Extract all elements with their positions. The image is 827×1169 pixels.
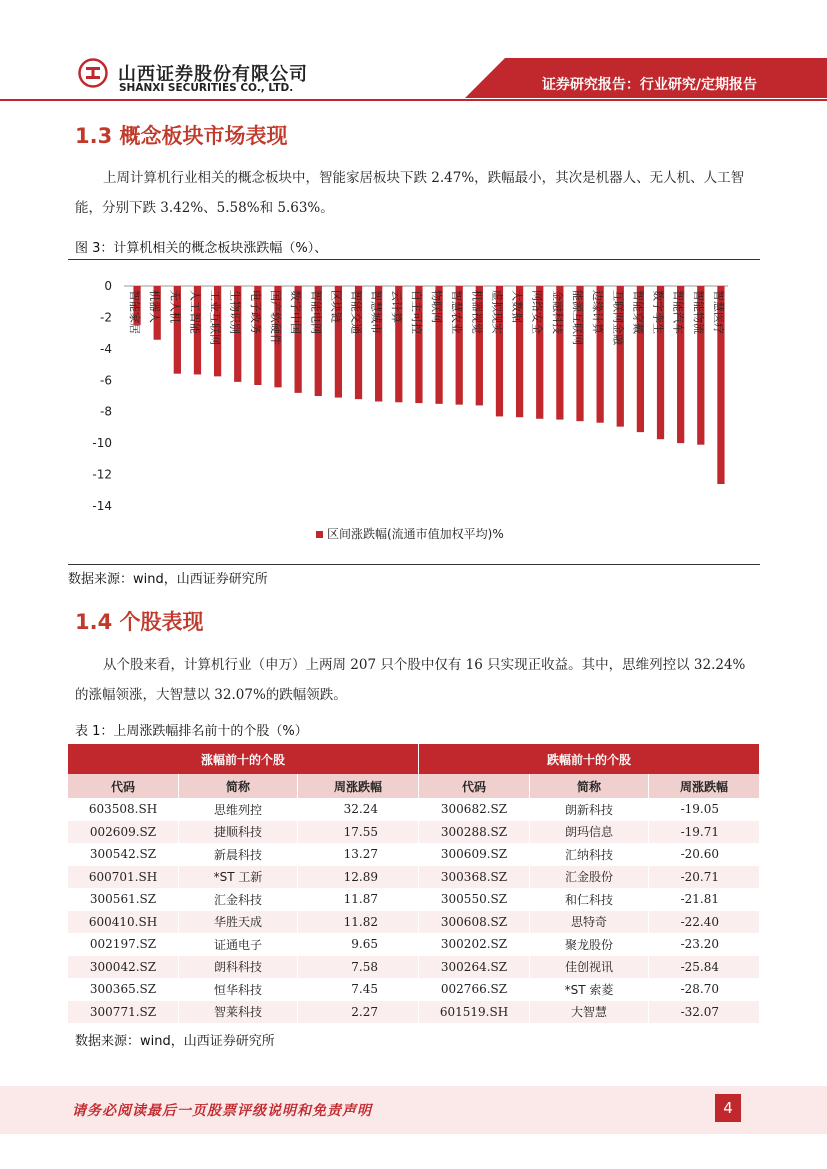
stock-name-cell: 汇金科技 bbox=[179, 888, 298, 911]
figure-3-caption: 图 3：计算机相关的概念板块涨跌幅（%）、 bbox=[75, 241, 328, 256]
category-label: 大数据 bbox=[510, 290, 524, 323]
stock-name-cell: 和仁科技 bbox=[530, 888, 649, 911]
weekly-change-cell: -20.60 bbox=[649, 843, 760, 866]
weekly-change-cell: 13.27 bbox=[298, 843, 419, 866]
table-row bbox=[68, 888, 760, 911]
section-1-3-paragraph: 上周计算机行业相关的概念板块中，智能家居板块下跌 2.47%，跌幅最小，其次是机器人、无人机、人工智能，分别下跌 3.42%、5.58%和 5.63%。 bbox=[75, 170, 745, 216]
page-number: 4 bbox=[715, 1094, 741, 1122]
y-tick-label: -8 bbox=[100, 404, 112, 419]
category-label: 数字中国 bbox=[289, 290, 303, 334]
stock-code-cell: 300264.SZ bbox=[419, 956, 530, 979]
footer-disclaimer: 请务必阅读最后一页股票评级说明和免责声明 bbox=[72, 1103, 372, 1119]
table-row bbox=[68, 821, 760, 844]
category-label: 智慧农业 bbox=[450, 290, 464, 334]
category-label: 智能穿戴 bbox=[631, 290, 645, 334]
stock-code-cell: 002766.SZ bbox=[419, 978, 530, 1001]
stock-name-cell: 新晨科技 bbox=[179, 843, 298, 866]
legend-swatch bbox=[316, 531, 323, 538]
weekly-change-cell: 9.65 bbox=[298, 933, 419, 956]
y-tick-label: -2 bbox=[100, 310, 112, 325]
gainers-group-header: 涨幅前十的个股 bbox=[68, 744, 419, 774]
weekly-change-cell: 7.45 bbox=[298, 978, 419, 1001]
weekly-change-cell: 32.24 bbox=[298, 798, 419, 821]
category-label: 智慧城市 bbox=[369, 290, 383, 334]
y-tick-label: -6 bbox=[100, 373, 112, 388]
company-logo-icon bbox=[78, 58, 108, 88]
weekly-change-cell: -28.70 bbox=[649, 978, 760, 1001]
stock-name-cell: 朗新科技 bbox=[530, 798, 649, 821]
stock-name-cell: 汇金股份 bbox=[530, 866, 649, 889]
legend-label: 区间涨跌幅(流通市值加权平均)% bbox=[327, 527, 504, 541]
stock-code-cell: 300368.SZ bbox=[419, 866, 530, 889]
weekly-change-cell: 11.82 bbox=[298, 911, 419, 934]
y-tick-label: 0 bbox=[104, 279, 112, 293]
category-label: 自主可控 bbox=[409, 290, 423, 334]
weekly-change-cell: -19.05 bbox=[649, 798, 760, 821]
weekly-change-cell: 17.55 bbox=[298, 821, 419, 844]
stock-code-cell: 300365.SZ bbox=[68, 978, 179, 1001]
stock-code-cell: 300202.SZ bbox=[419, 933, 530, 956]
category-label: 云计算 bbox=[389, 290, 403, 323]
table-row bbox=[68, 933, 760, 956]
table-1-source: 数据来源：wind，山西证券研究所 bbox=[75, 1034, 275, 1049]
weekly-change-cell: -22.40 bbox=[649, 911, 760, 934]
weekly-change-cell: -23.20 bbox=[649, 933, 760, 956]
figure-3-source: 数据来源：wind，山西证券研究所 bbox=[68, 572, 268, 587]
stock-code-cell: 603508.SH bbox=[68, 798, 179, 821]
stock-name-cell: 聚龙股份 bbox=[530, 933, 649, 956]
table-row bbox=[68, 798, 760, 821]
column-header: 简称 bbox=[179, 774, 298, 798]
company-name-en: SHANXI SECURITIES CO., LTD. bbox=[119, 82, 294, 94]
stock-code-cell: 300042.SZ bbox=[68, 956, 179, 979]
stock-name-cell: 捷顺科技 bbox=[179, 821, 298, 844]
stock-name-cell: 智莱科技 bbox=[179, 1001, 298, 1024]
table-row bbox=[68, 978, 760, 1001]
stock-code-cell: 600410.SH bbox=[68, 911, 179, 934]
stock-code-cell: 300682.SZ bbox=[419, 798, 530, 821]
stock-name-cell: 佳创视讯 bbox=[530, 956, 649, 979]
category-label: 智能电网 bbox=[309, 290, 323, 334]
stock-code-cell: 300550.SZ bbox=[419, 888, 530, 911]
category-label: 物联网 bbox=[430, 290, 444, 323]
chart-legend bbox=[316, 526, 504, 541]
section-title-1-3: 1.3 概念板块市场表现 bbox=[75, 124, 288, 148]
category-label: 无人机 bbox=[168, 290, 182, 323]
stock-name-cell: 思特奇 bbox=[530, 911, 649, 934]
stock-code-cell: 300609.SZ bbox=[419, 843, 530, 866]
category-label: 工业互联网 bbox=[208, 290, 222, 345]
stock-code-cell: 300608.SZ bbox=[419, 911, 530, 934]
losers-group-header: 跌幅前十的个股 bbox=[419, 744, 760, 774]
category-label: 国产软硬件 bbox=[269, 290, 282, 345]
weekly-change-cell: -19.71 bbox=[649, 821, 760, 844]
table-row bbox=[68, 1001, 760, 1024]
column-header: 周涨跌幅 bbox=[649, 774, 760, 798]
company-name-cn: 山西证券股份有限公司 bbox=[118, 64, 308, 85]
table-row bbox=[68, 911, 760, 934]
stock-name-cell: 朗科科技 bbox=[179, 956, 298, 979]
category-label: 边缘计算 bbox=[591, 290, 605, 334]
category-label: 电子政务 bbox=[248, 290, 262, 334]
section-1-4-paragraph: 从个股来看，计算机行业（申万）上两周 207 只个股中仅有 16 只实现正收益。其中，思维列控以 32.24%的涨幅领涨，大智慧以 32.07%的跌幅领跌。 bbox=[75, 657, 746, 703]
column-header: 周涨跌幅 bbox=[298, 774, 419, 798]
top-movers-table bbox=[68, 744, 760, 1023]
column-header: 简称 bbox=[530, 774, 649, 798]
stock-name-cell: 恒华科技 bbox=[179, 978, 298, 1001]
table-body bbox=[68, 798, 760, 1023]
table-row bbox=[68, 843, 760, 866]
stock-code-cell: 601519.SH bbox=[419, 1001, 530, 1024]
stock-name-cell: *ST 工新 bbox=[179, 866, 298, 889]
stock-name-cell: 汇纳科技 bbox=[530, 843, 649, 866]
figure-top-rule bbox=[68, 259, 760, 260]
category-label: 能源互联网 bbox=[571, 290, 584, 345]
page-header bbox=[0, 0, 827, 105]
stock-name-cell: *ST 索菱 bbox=[530, 978, 649, 1001]
figure-bottom-rule bbox=[68, 564, 760, 565]
stock-name-cell: 思维列控 bbox=[179, 798, 298, 821]
weekly-change-cell: 12.89 bbox=[298, 866, 419, 889]
category-label: 智能汽车 bbox=[671, 290, 685, 334]
weekly-change-cell: -25.84 bbox=[649, 956, 760, 979]
stock-name-cell: 朗玛信息 bbox=[530, 821, 649, 844]
category-label: 数字孪生 bbox=[651, 290, 665, 334]
chart-category-labels bbox=[128, 290, 726, 346]
category-label: 智能家居 bbox=[128, 290, 142, 334]
weekly-change-cell: -32.07 bbox=[649, 1001, 760, 1024]
weekly-change-cell: 2.27 bbox=[298, 1001, 419, 1024]
category-label: 网络安全 bbox=[530, 290, 544, 334]
table-row bbox=[68, 866, 760, 889]
stock-code-cell: 002197.SZ bbox=[68, 933, 179, 956]
stock-code-cell: 300288.SZ bbox=[419, 821, 530, 844]
category-label: 区块链 bbox=[329, 290, 343, 323]
section-title-1-4: 1.4 个股表现 bbox=[75, 610, 204, 634]
category-label: 生物识别 bbox=[228, 290, 242, 334]
stock-code-cell: 600701.SH bbox=[68, 866, 179, 889]
category-label: 机器人 bbox=[148, 290, 162, 323]
stock-name-cell: 证通电子 bbox=[179, 933, 298, 956]
weekly-change-cell: -20.71 bbox=[649, 866, 760, 889]
weekly-change-cell: -21.81 bbox=[649, 888, 760, 911]
report-type-label: 证券研究报告：行业研究/定期报告 bbox=[541, 77, 757, 93]
column-header: 代码 bbox=[419, 774, 530, 798]
column-header: 代码 bbox=[68, 774, 179, 798]
stock-code-cell: 300561.SZ bbox=[68, 888, 179, 911]
table-1-caption: 表 1：上周涨跌幅排名前十的个股（%） bbox=[75, 724, 308, 739]
weekly-change-cell: 11.87 bbox=[298, 888, 419, 911]
concept-sector-bar-chart bbox=[68, 268, 760, 558]
y-tick-label: -4 bbox=[100, 341, 112, 356]
category-label: 智慧医疗 bbox=[711, 290, 725, 334]
category-label: 机器视觉 bbox=[470, 290, 484, 334]
y-tick-label: -12 bbox=[92, 467, 112, 482]
category-label: 金融科技 bbox=[550, 290, 564, 335]
category-label: 互联网金融 bbox=[611, 290, 625, 345]
category-label: 智能交通 bbox=[349, 290, 363, 334]
category-label: 虚拟现实 bbox=[490, 290, 504, 334]
category-label: 智能物流 bbox=[691, 290, 705, 334]
weekly-change-cell: 7.58 bbox=[298, 956, 419, 979]
stock-name-cell: 大智慧 bbox=[530, 1001, 649, 1024]
stock-code-cell: 002609.SZ bbox=[68, 821, 179, 844]
y-tick-label: -14 bbox=[92, 499, 112, 513]
stock-code-cell: 300771.SZ bbox=[68, 1001, 179, 1024]
table-row bbox=[68, 956, 760, 979]
category-label: 人工智能 bbox=[188, 290, 202, 334]
y-tick-label: -10 bbox=[92, 436, 112, 451]
stock-code-cell: 300542.SZ bbox=[68, 843, 179, 866]
stock-name-cell: 华胜天成 bbox=[179, 911, 298, 934]
